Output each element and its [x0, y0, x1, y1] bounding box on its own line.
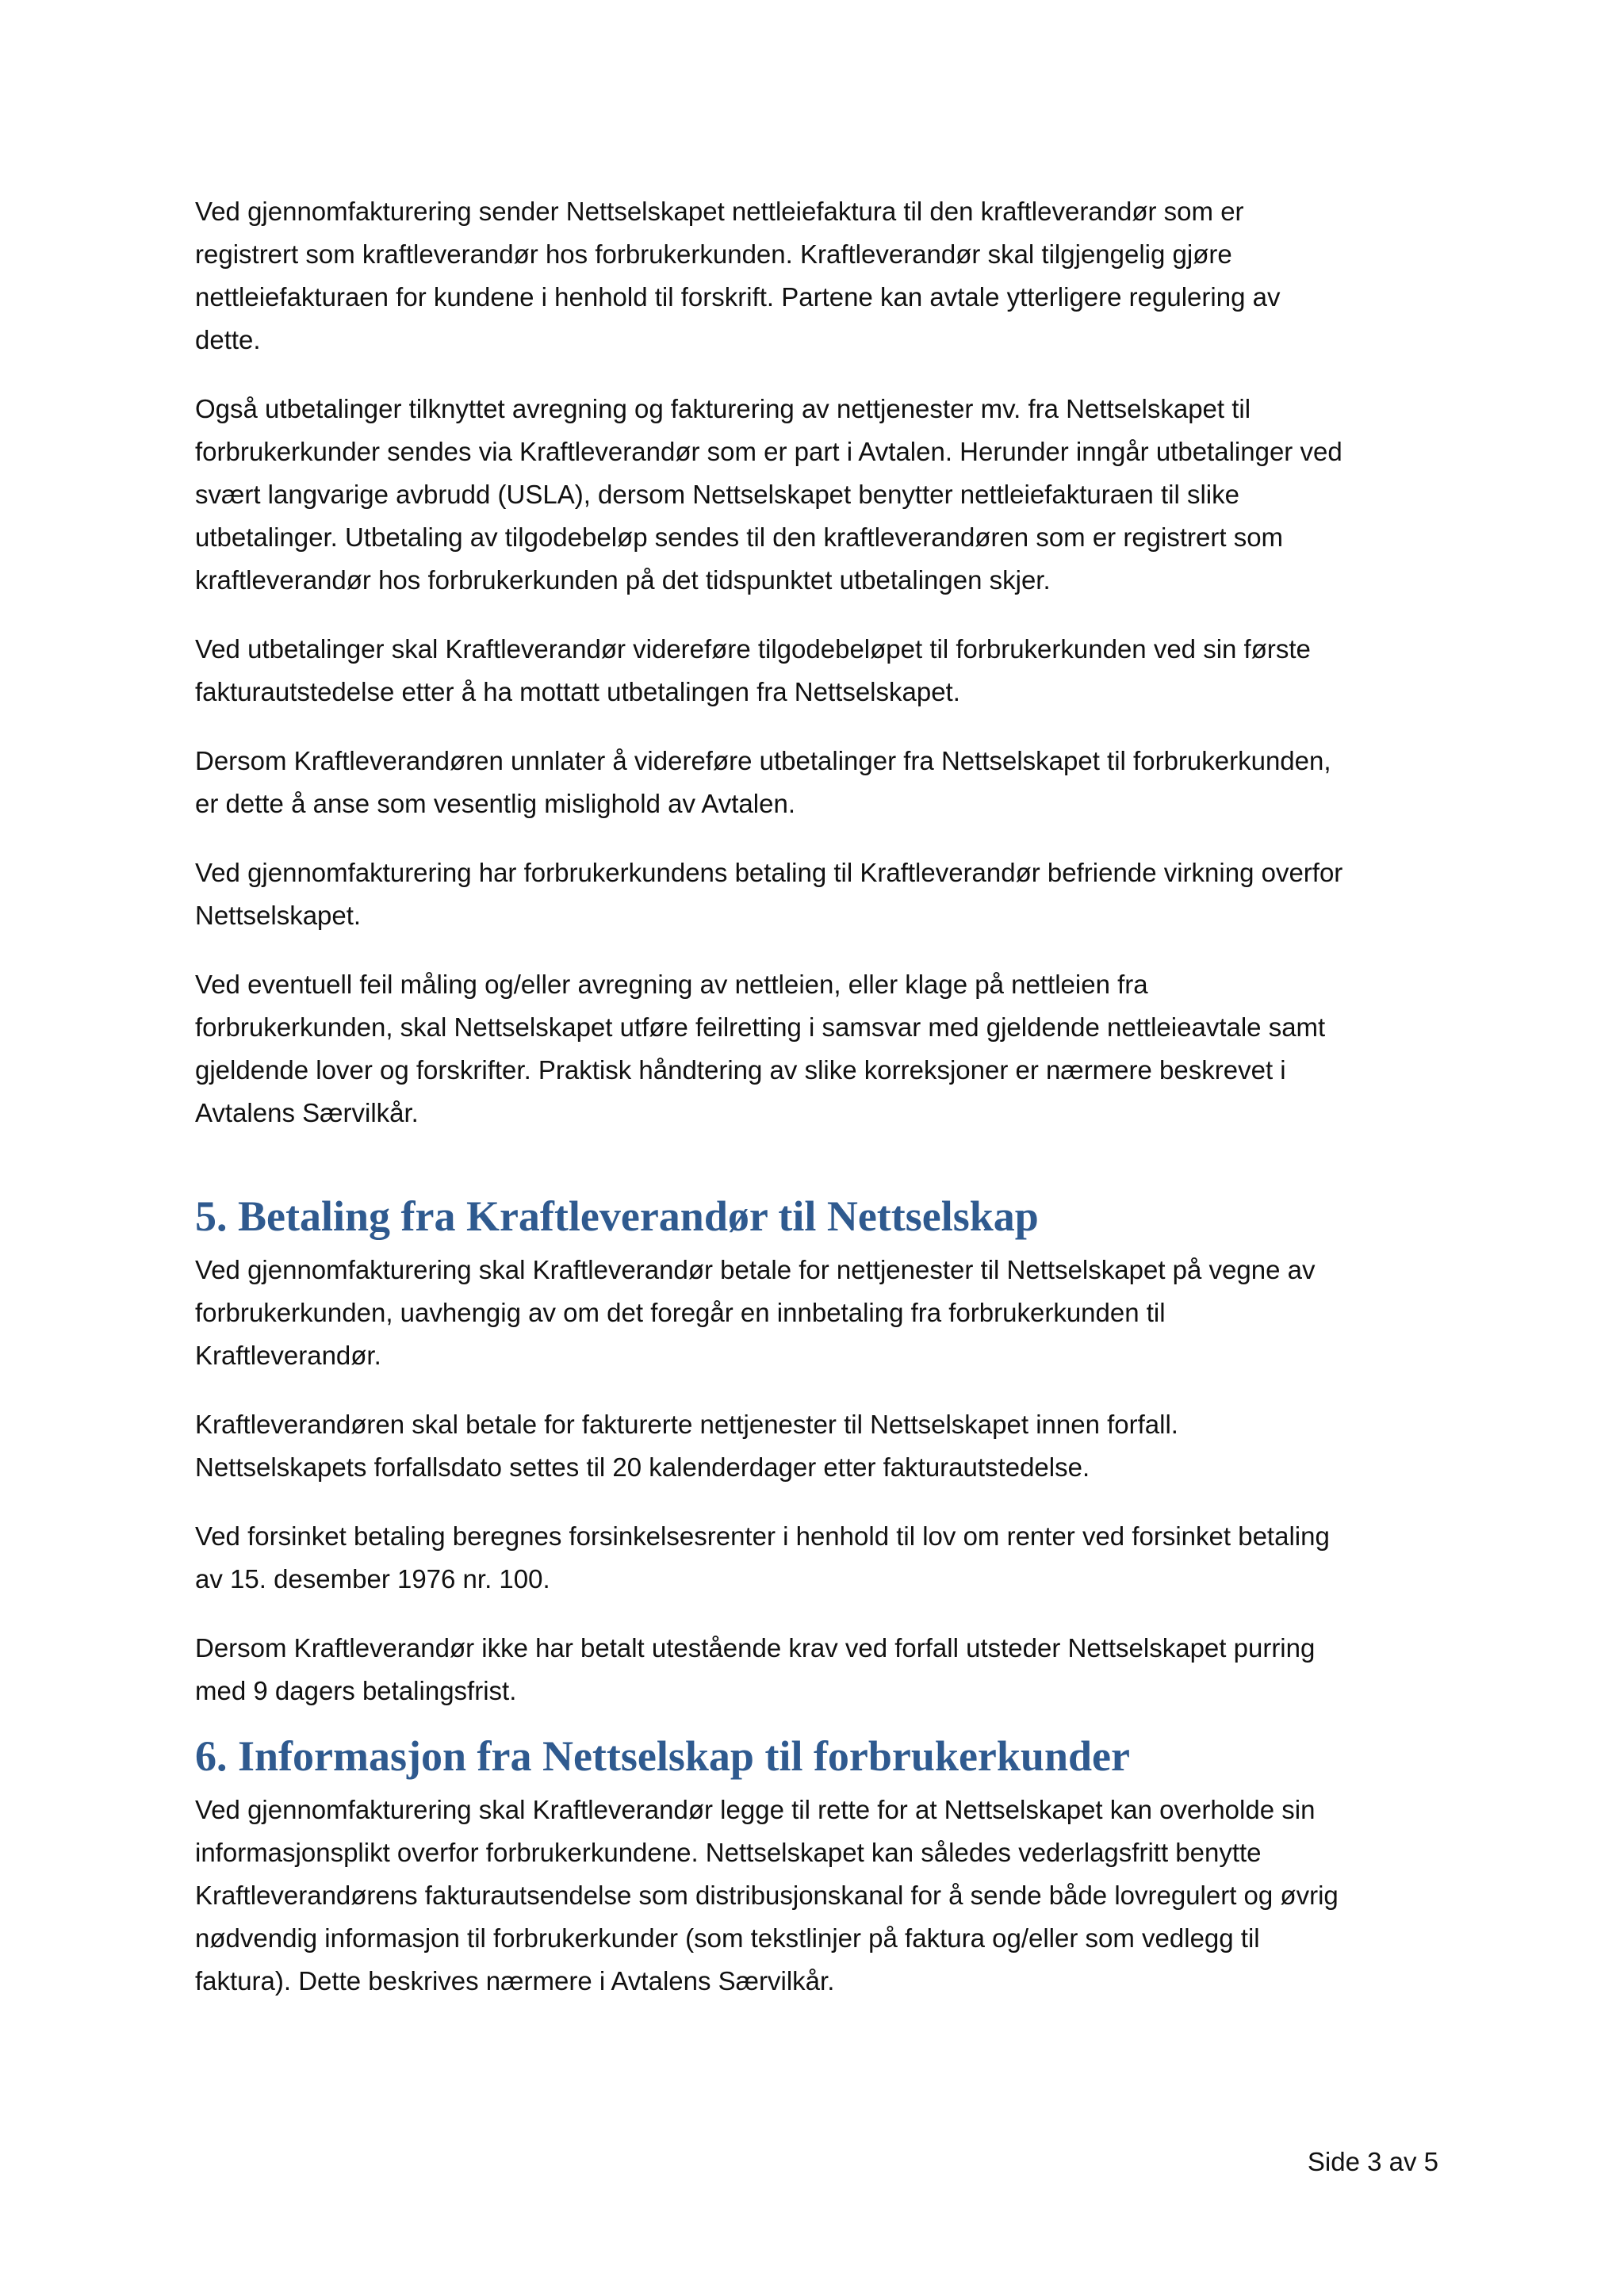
paragraph-mislighold: Dersom Kraftleverandøren unnlater å videreføre utbetalinger fra Nettselskapet til forbrukerkunden, er dette å anse som vesentlig mislighold av Avtalen. — [195, 746, 1331, 818]
paragraph-utbetalinger: Også utbetalinger tilknyttet avregning og fakturering av nettjenester mv. fra Nettselskapet til forbrukerkunder sendes via Kraftleverandør som er part i Avtalen. Herunder inngår utbetalinger ved svært langvarige avbrudd (USLA), dersom Nettselskapet benytter nettleiefakturaen til slike utbetalinger. Utbetaling av tilgodebeløp sendes til den kraftleverandøren som er registrert som kraftleverandør hos forbrukerkunden på det tidspunktet utbetalingen skjer. — [195, 394, 1342, 595]
paragraph-befriende-virkning: Ved gjennomfakturering har forbrukerkundens betaling til Kraftleverandør befriende virkning overfor Nettselskapet. — [195, 858, 1343, 930]
page-content — [195, 190, 1450, 2003]
section-6-paragraph-1: Ved gjennomfakturering skal Kraftleverandør legge til rette for at Nettselskapet kan overholde sin informasjonsplikt overfor forbrukerkundene. Nettselskapet kan således vederlagsfritt benytte Kraftleverandørens fakturautsendelse som distribusjonskanal for å sende både lovregulert og øvrig nødvendig informasjon til forbrukerkunder (som tekstlinjer på faktura og/eller som vedlegg til faktura). Dette beskrives nærmere i Avtalens Særvilkår. — [195, 1795, 1339, 1996]
paragraph-viderefore: Ved utbetalinger skal Kraftleverandør videreføre tilgodebeløpet til forbrukerkunden ved sin første fakturautstedelse etter å ha mottatt utbetalingen fra Nettselskapet. — [195, 634, 1311, 706]
paragraph-feilretting: Ved eventuell feil måling og/eller avregning av nettleien, eller klage på nettleien fra forbrukerkunden, skal Nettselskapet utføre feilretting i samsvar med gjeldende nettleieavtale samt gjeldende lover og forskrifter. Praktisk håndtering av slike korreksjoner er nærmere beskrevet i Avtalens Særvilkår. — [195, 970, 1326, 1127]
section-6-heading: 6. Informasjon fra Nettselskap til forbrukerkunder — [195, 1732, 1130, 1780]
section-5-paragraph-3: Ved forsinket betaling beregnes forsinkelsesrenter i henhold til lov om renter ved forsinket betaling av 15. desember 1976 nr. 100. — [195, 1521, 1330, 1594]
section-5-paragraph-1: Ved gjennomfakturering skal Kraftleverandør betale for nettjenester til Nettselskapet på vegne av forbrukerkunden, uavhengig av om det foregår en innbetaling fra forbrukerkunden til Kraftleverandør. — [195, 1255, 1316, 1370]
section-5-paragraph-4: Dersom Kraftleverandør ikke har betalt utestående krav ved forfall utsteder Nettselskapet purring med 9 dagers betalingsfrist. — [195, 1633, 1316, 1705]
paragraph-gjennomfakturering: Ved gjennomfakturering sender Nettselskapet nettleiefaktura til den kraftleverandør som er registrert som kraftleverandør hos forbrukerkunden. Kraftleverandør skal tilgjengelig gjøre nettleiefakturaen for kundene i henhold til forskrift. Partene kan avtale ytterligere regulering av dette. — [195, 197, 1281, 354]
section-5-paragraph-2: Kraftleverandøren skal betale for fakturerte nettjenester til Nettselskapet innen forfall. Nettselskapets forfallsdato settes til 20 kalenderdager etter fakturautstedelse. — [195, 1410, 1178, 1482]
section-5-heading: 5. Betaling fra Kraftleverandør til Nettselskap — [195, 1192, 1039, 1240]
page-number-footer: Side 3 av 5 — [1307, 2147, 1438, 2176]
